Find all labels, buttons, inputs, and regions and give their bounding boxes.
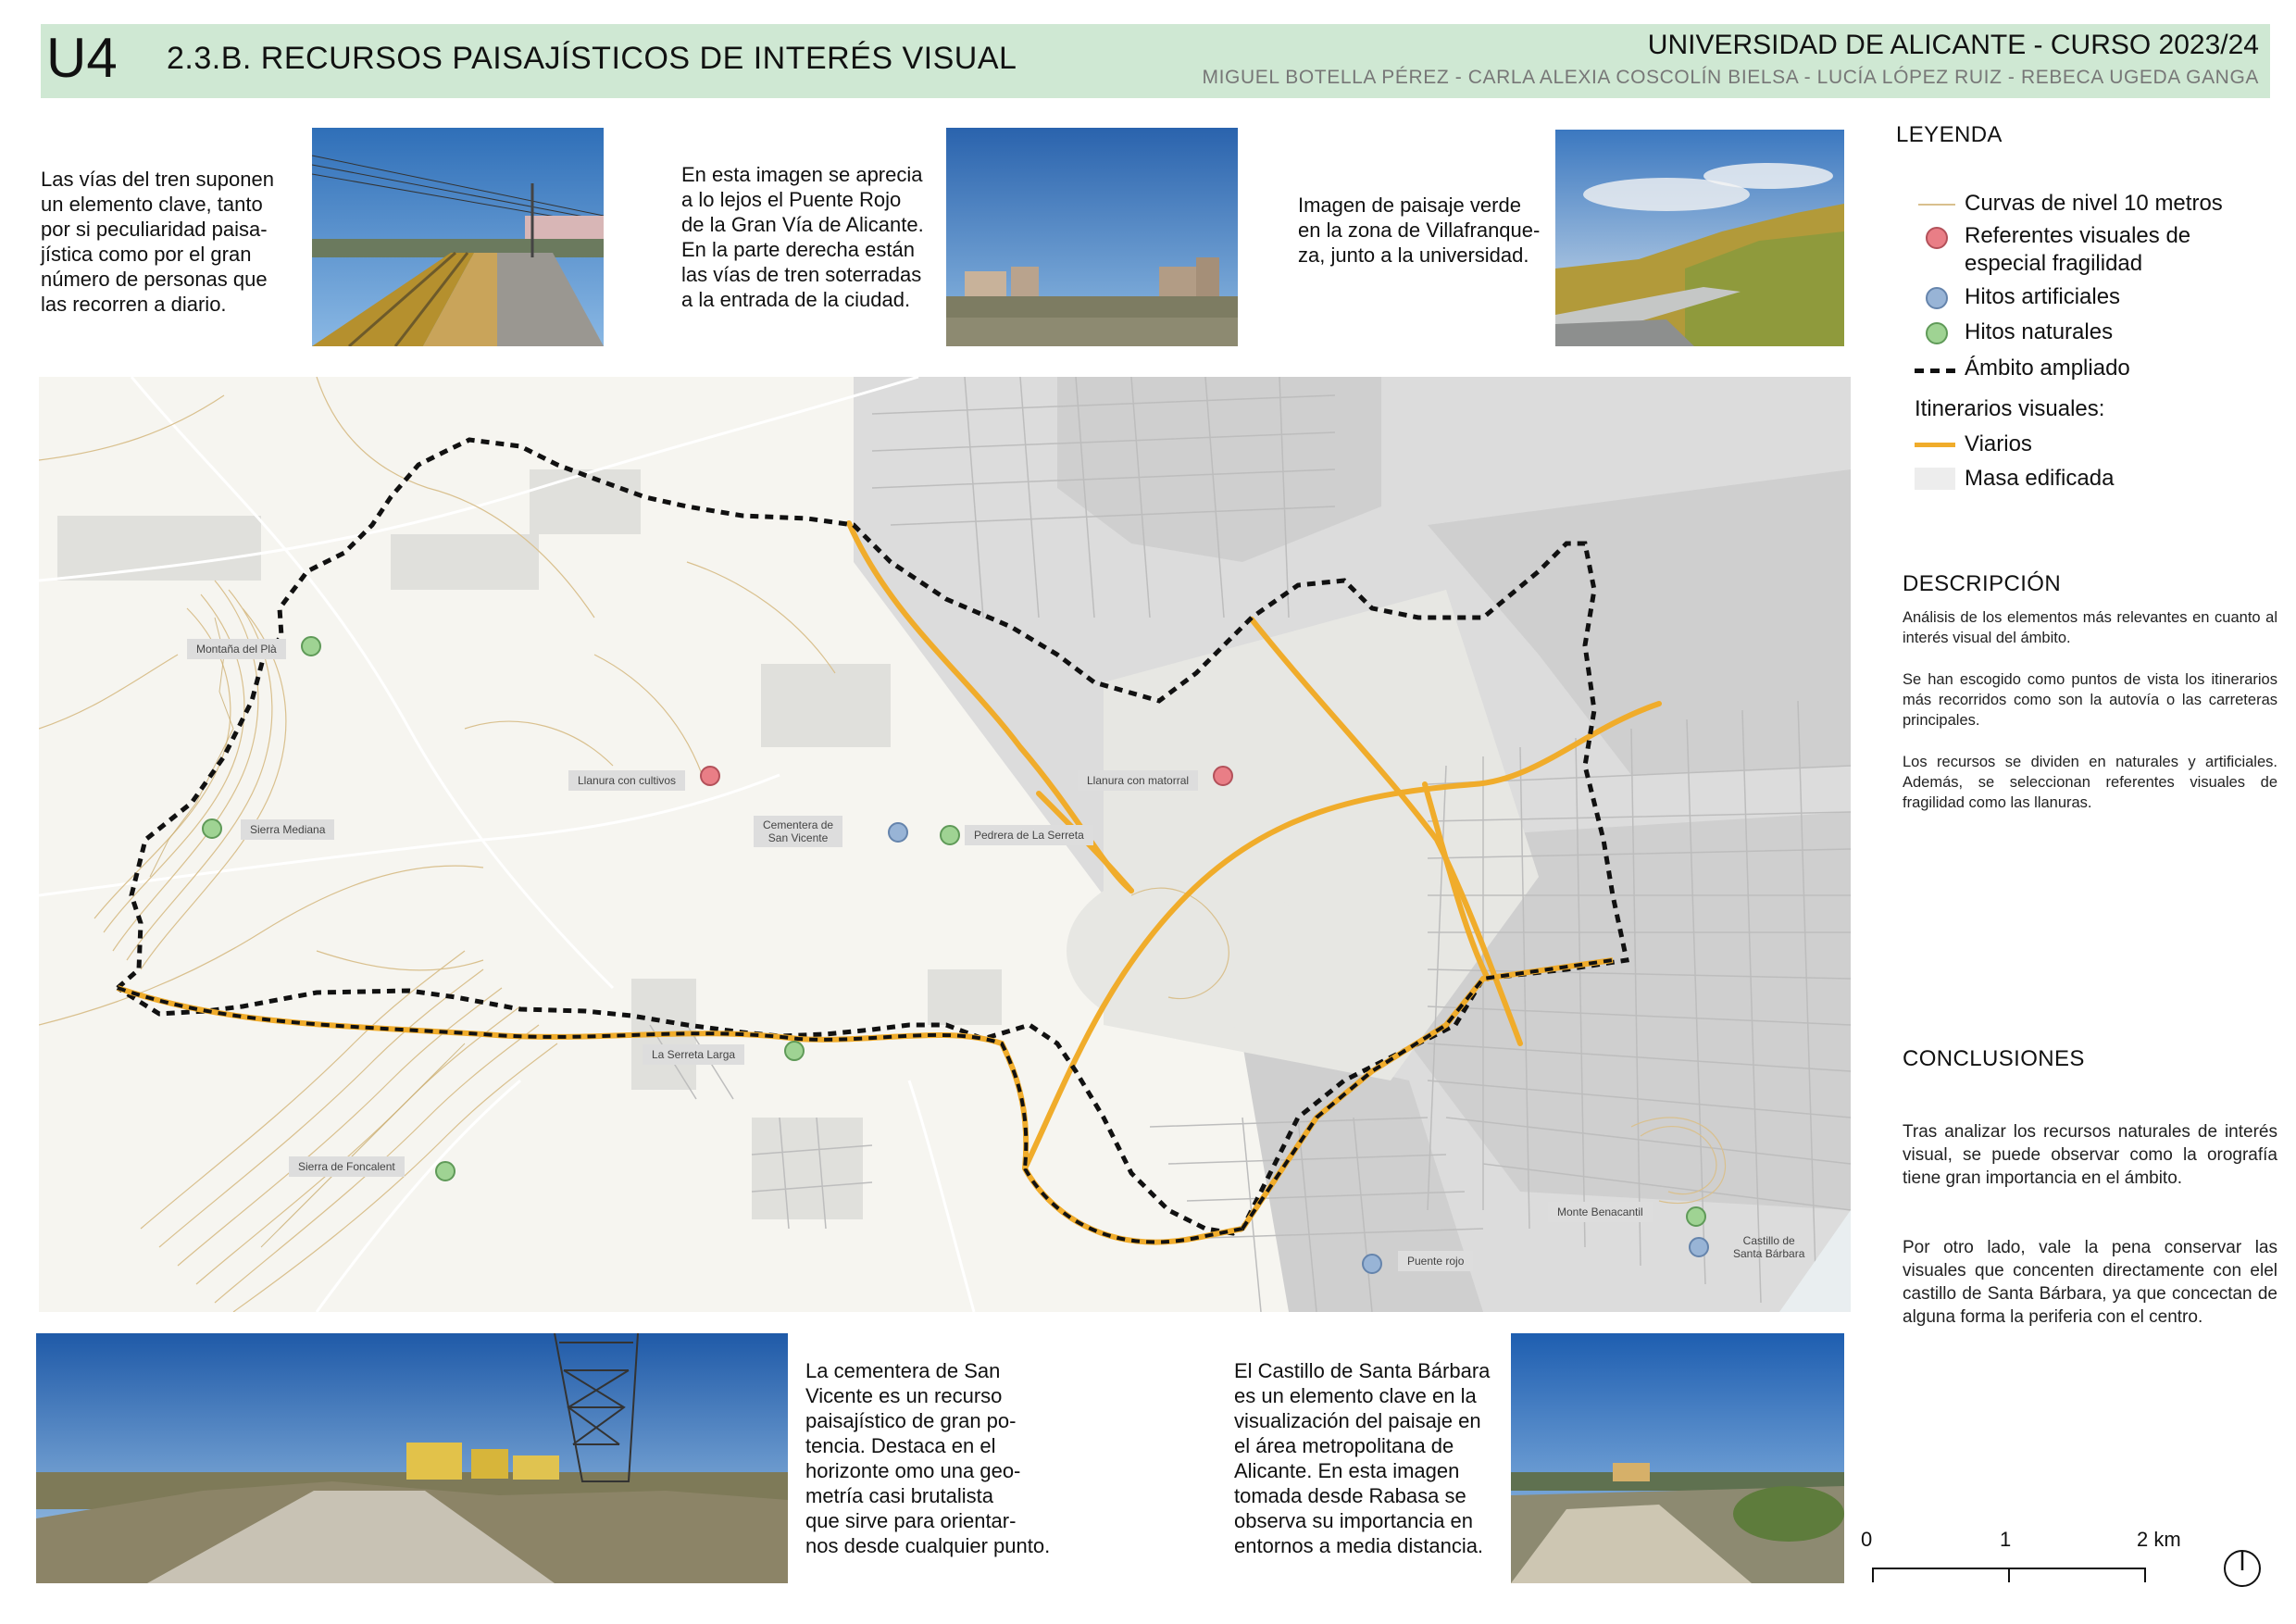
marker-montana-del-pla[interactable] xyxy=(301,636,321,656)
description-title: DESCRIPCIÓN xyxy=(1903,571,2062,596)
marker-monte-benacantil[interactable] xyxy=(1686,1206,1706,1227)
photo-villafranqueza xyxy=(1555,130,1844,346)
marker-sierra-de-foncalent[interactable] xyxy=(435,1161,455,1181)
label-llanura-cultivos: Llanura con cultivos xyxy=(568,770,685,791)
description-p2: Se han escogido como puntos de vista los itinerarios más recorridos como son la autovía o las carreteras principales. xyxy=(1903,671,2277,729)
label-llanura-matorral: Llanura con matorral xyxy=(1078,770,1198,791)
caption-green-landscape: Imagen de paisaje verde en la zona de Villafranque- za, junto a la universidad. xyxy=(1298,194,1541,267)
legend-viarios: Viarios xyxy=(1965,431,2032,456)
north-arrow-icon xyxy=(2222,1548,2263,1589)
contour-symbol-icon xyxy=(1918,204,1955,206)
description-p1: Análisis de los elementos más relevantes en cuanto al interés visual del ámbito. xyxy=(1903,609,2277,646)
photo-castillo-rabasa xyxy=(1511,1333,1844,1583)
marker-la-serreta-larga[interactable] xyxy=(784,1041,805,1061)
scale-bar xyxy=(1872,1568,2146,1582)
marker-castillo-santa-barbara[interactable] xyxy=(1689,1237,1709,1257)
label-sierra-mediana: Sierra Mediana xyxy=(241,819,334,840)
conclusions-p1: Tras analizar los recursos naturales de interés visual, se puede observar como la orografía tiene gran importancia en el ámbito. xyxy=(1903,1122,2277,1188)
conclusions-title: CONCLUSIONES xyxy=(1903,1046,2085,1071)
university-course: UNIVERSIDAD DE ALICANTE - CURSO 2023/24 xyxy=(1647,30,2259,60)
legend-contours: Curvas de nivel 10 metros xyxy=(1965,191,2223,216)
label-montana-del-pla: Montaña del Plà xyxy=(187,639,286,659)
legend-masa: Masa edificada xyxy=(1965,466,2115,491)
label-puente-rojo: Puente rojo xyxy=(1398,1251,1473,1271)
marker-pedrera-la-serreta[interactable] xyxy=(940,825,960,845)
scale-label-1: 1 xyxy=(2000,1528,2012,1551)
legend-fragile: Referentes visuales de especial fragilidad xyxy=(1965,223,2191,276)
legend-ambito: Ámbito ampliado xyxy=(1965,356,2130,381)
marker-llanura-cultivos[interactable] xyxy=(700,766,720,786)
artificial-dot-icon xyxy=(1926,287,1948,309)
fragile-dot-icon xyxy=(1926,227,1948,249)
sheet-title: 2.3.B. RECURSOS PAISAJÍSTICOS DE INTERÉS VISUAL xyxy=(167,41,1017,76)
label-pedrera-la-serreta: Pedrera de La Serreta xyxy=(965,825,1093,845)
caption-cementera: La cementera de San Vicente es un recurso paisajístico de gran po- tencia. Destaca en el horizonte omo una geo- metría casi brutalista que sirve para orientar- nos desde cualquier punto. xyxy=(805,1359,1051,1557)
label-castillo-santa-barbara: Castillo de Santa Bárbara xyxy=(1733,1234,1805,1260)
viarios-line-icon xyxy=(1915,443,1955,447)
ambito-dashed-icon xyxy=(1915,369,1955,373)
marker-puente-rojo[interactable] xyxy=(1362,1254,1382,1274)
label-sierra-de-foncalent: Sierra de Foncalent xyxy=(289,1156,405,1177)
caption-castillo: El Castillo de Santa Bárbara es un elemento clave en la visualización del paisaje en el área metropolitana de Alicante. En esta imagen tomada desde Rabasa se observa su importancia en entornos a media distancia. xyxy=(1234,1359,1491,1557)
landscape-map[interactable] xyxy=(39,377,1851,1312)
marker-llanura-matorral[interactable] xyxy=(1213,766,1233,786)
label-cementera-san-vicente: Cementera de San Vicente xyxy=(754,816,842,847)
natural-dot-icon xyxy=(1926,322,1948,344)
caption-puente-rojo: En esta imagen se aprecia a lo lejos el Puente Rojo de la Gran Vía de Alicante. En la parte derecha están las vías de tren soterradas a la entrada de la ciudad. xyxy=(681,163,924,311)
authors: MIGUEL BOTELLA PÉREZ - CARLA ALEXIA COSCOLÍN BIELSA - LUCÍA LÓPEZ RUIZ - REBECA UGEDA GANGA xyxy=(1202,67,2259,88)
photo-railway xyxy=(312,128,604,346)
legend-natural: Hitos naturales xyxy=(1965,319,2114,344)
legend-artificial: Hitos artificiales xyxy=(1965,284,2121,309)
unit-label: U4 xyxy=(46,27,118,89)
marker-sierra-mediana[interactable] xyxy=(202,818,222,839)
masa-swatch-icon xyxy=(1915,468,1955,490)
caption-train-tracks: Las vías del tren suponen un elemento clave, tanto por si peculiaridad paisa- jística como por el gran número de personas que las recorren a diario. xyxy=(41,168,274,316)
conclusions-p2: Por otro lado, vale la pena conservar las visuales que concenten directamente con elel castillo de Santa Bárbara, ya que concectan de alguna forma la periferia con el centro. xyxy=(1903,1238,2277,1327)
label-monte-benacantil: Monte Benacantil xyxy=(1548,1202,1653,1222)
legend-title: LEYENDA xyxy=(1896,122,2003,147)
legend-itinerarios: Itinerarios visuales: xyxy=(1915,396,2105,421)
marker-cementera-san-vicente[interactable] xyxy=(888,822,908,843)
photo-cementera-panorama xyxy=(36,1333,788,1583)
label-la-serreta-larga: La Serreta Larga xyxy=(643,1044,744,1065)
photo-puente-rojo xyxy=(946,128,1238,346)
description-p3: Los recursos se dividen en naturales y artificiales. Además, se seleccionan referentes visuales de fragilidad como las llanuras. xyxy=(1903,754,2277,811)
scale-label-2: 2 km xyxy=(2137,1528,2181,1551)
scale-label-0: 0 xyxy=(1861,1528,1873,1551)
